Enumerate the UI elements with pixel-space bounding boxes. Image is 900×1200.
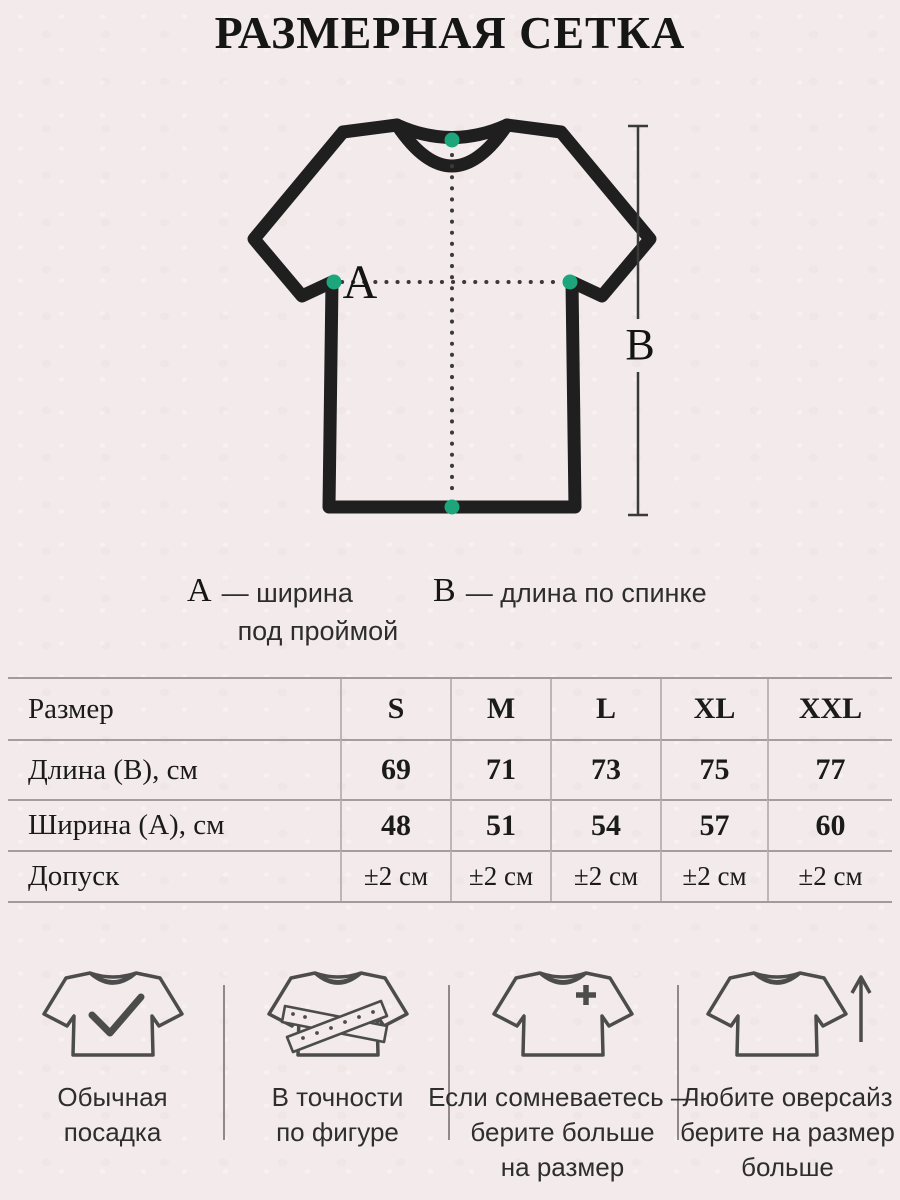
table-cell: 75 [660,739,767,799]
table-cell: 71 [450,739,550,799]
fit-caption-line: Обычная [57,1082,168,1112]
fit-caption-line: Любите оверсайз [682,1082,893,1112]
diagram-label-a: A [342,256,378,309]
legend-width [187,574,398,650]
legend-length [433,574,707,612]
up-arrow [852,977,870,1042]
tshirt-measurement-diagram [230,95,670,555]
table-cell: 69 [340,739,450,799]
fit-caption-line: берите больше [470,1117,655,1147]
table-header-size: L [550,679,660,739]
table-header-label: Размер [28,692,114,725]
check-mark [92,997,141,1033]
table-header-size: XXL [767,679,892,739]
table-header-size: M [450,679,550,739]
table-cell: 60 [767,799,892,850]
legend-a-line2: под проймой [237,616,399,646]
legend-b-letter: B [433,572,456,609]
fit-guide-item-oversize [675,960,900,1185]
table-cell: ±2 см [450,850,550,901]
table-row-label: Ширина (А), см [8,799,340,850]
fit-guide-item-exact [225,960,450,1150]
table-header-size: S [340,679,450,739]
diagram-label-b: B [625,320,655,369]
table-header-size: XL [660,679,767,739]
table-cell: 73 [550,739,660,799]
table-row-label: Длина (B), см [8,739,340,799]
tshirt-check-icon [38,964,188,1064]
tshirt-outline [254,125,650,507]
table-cell: ±2 см [660,850,767,901]
legend-a-letter: A [187,572,212,609]
fit-caption-line: посадка [63,1117,162,1147]
legend-b-text: — длина по спинке [465,578,707,608]
table-cell: ±2 см [550,850,660,901]
legend-a-line1: — ширина [221,578,353,608]
table-cell: 54 [550,799,660,850]
fit-caption-line: берите на размер [680,1117,895,1147]
plus-sign [576,985,596,1005]
table-cell: 48 [340,799,450,850]
tshirt-arrow-icon [702,964,874,1064]
table-cell: 51 [450,799,550,850]
fit-guide-item-doubt [428,960,697,1185]
table-cell: 57 [660,799,767,850]
fit-caption-line: больше [741,1152,834,1182]
fit-caption-line: на размер [500,1152,625,1182]
fit-caption-line: Если сомневаетесь — [428,1082,697,1112]
tshirt-tape-icon [263,964,413,1064]
table-cell: ±2 см [767,850,892,901]
tshirt-plus-icon [488,964,638,1064]
size-table [8,677,892,903]
table-cell: ±2 см [340,850,450,901]
measure-dotted-lines [342,155,562,499]
fit-guide-item-regular [0,960,225,1150]
fit-guide [0,960,900,1190]
table-cell: 77 [767,739,892,799]
fit-caption-line: В точности [271,1082,404,1112]
fit-caption-line: по фигуре [276,1117,399,1147]
page-title: РАЗМЕРНАЯ СЕТКА [214,7,686,58]
table-row-label: Допуск [8,850,340,901]
